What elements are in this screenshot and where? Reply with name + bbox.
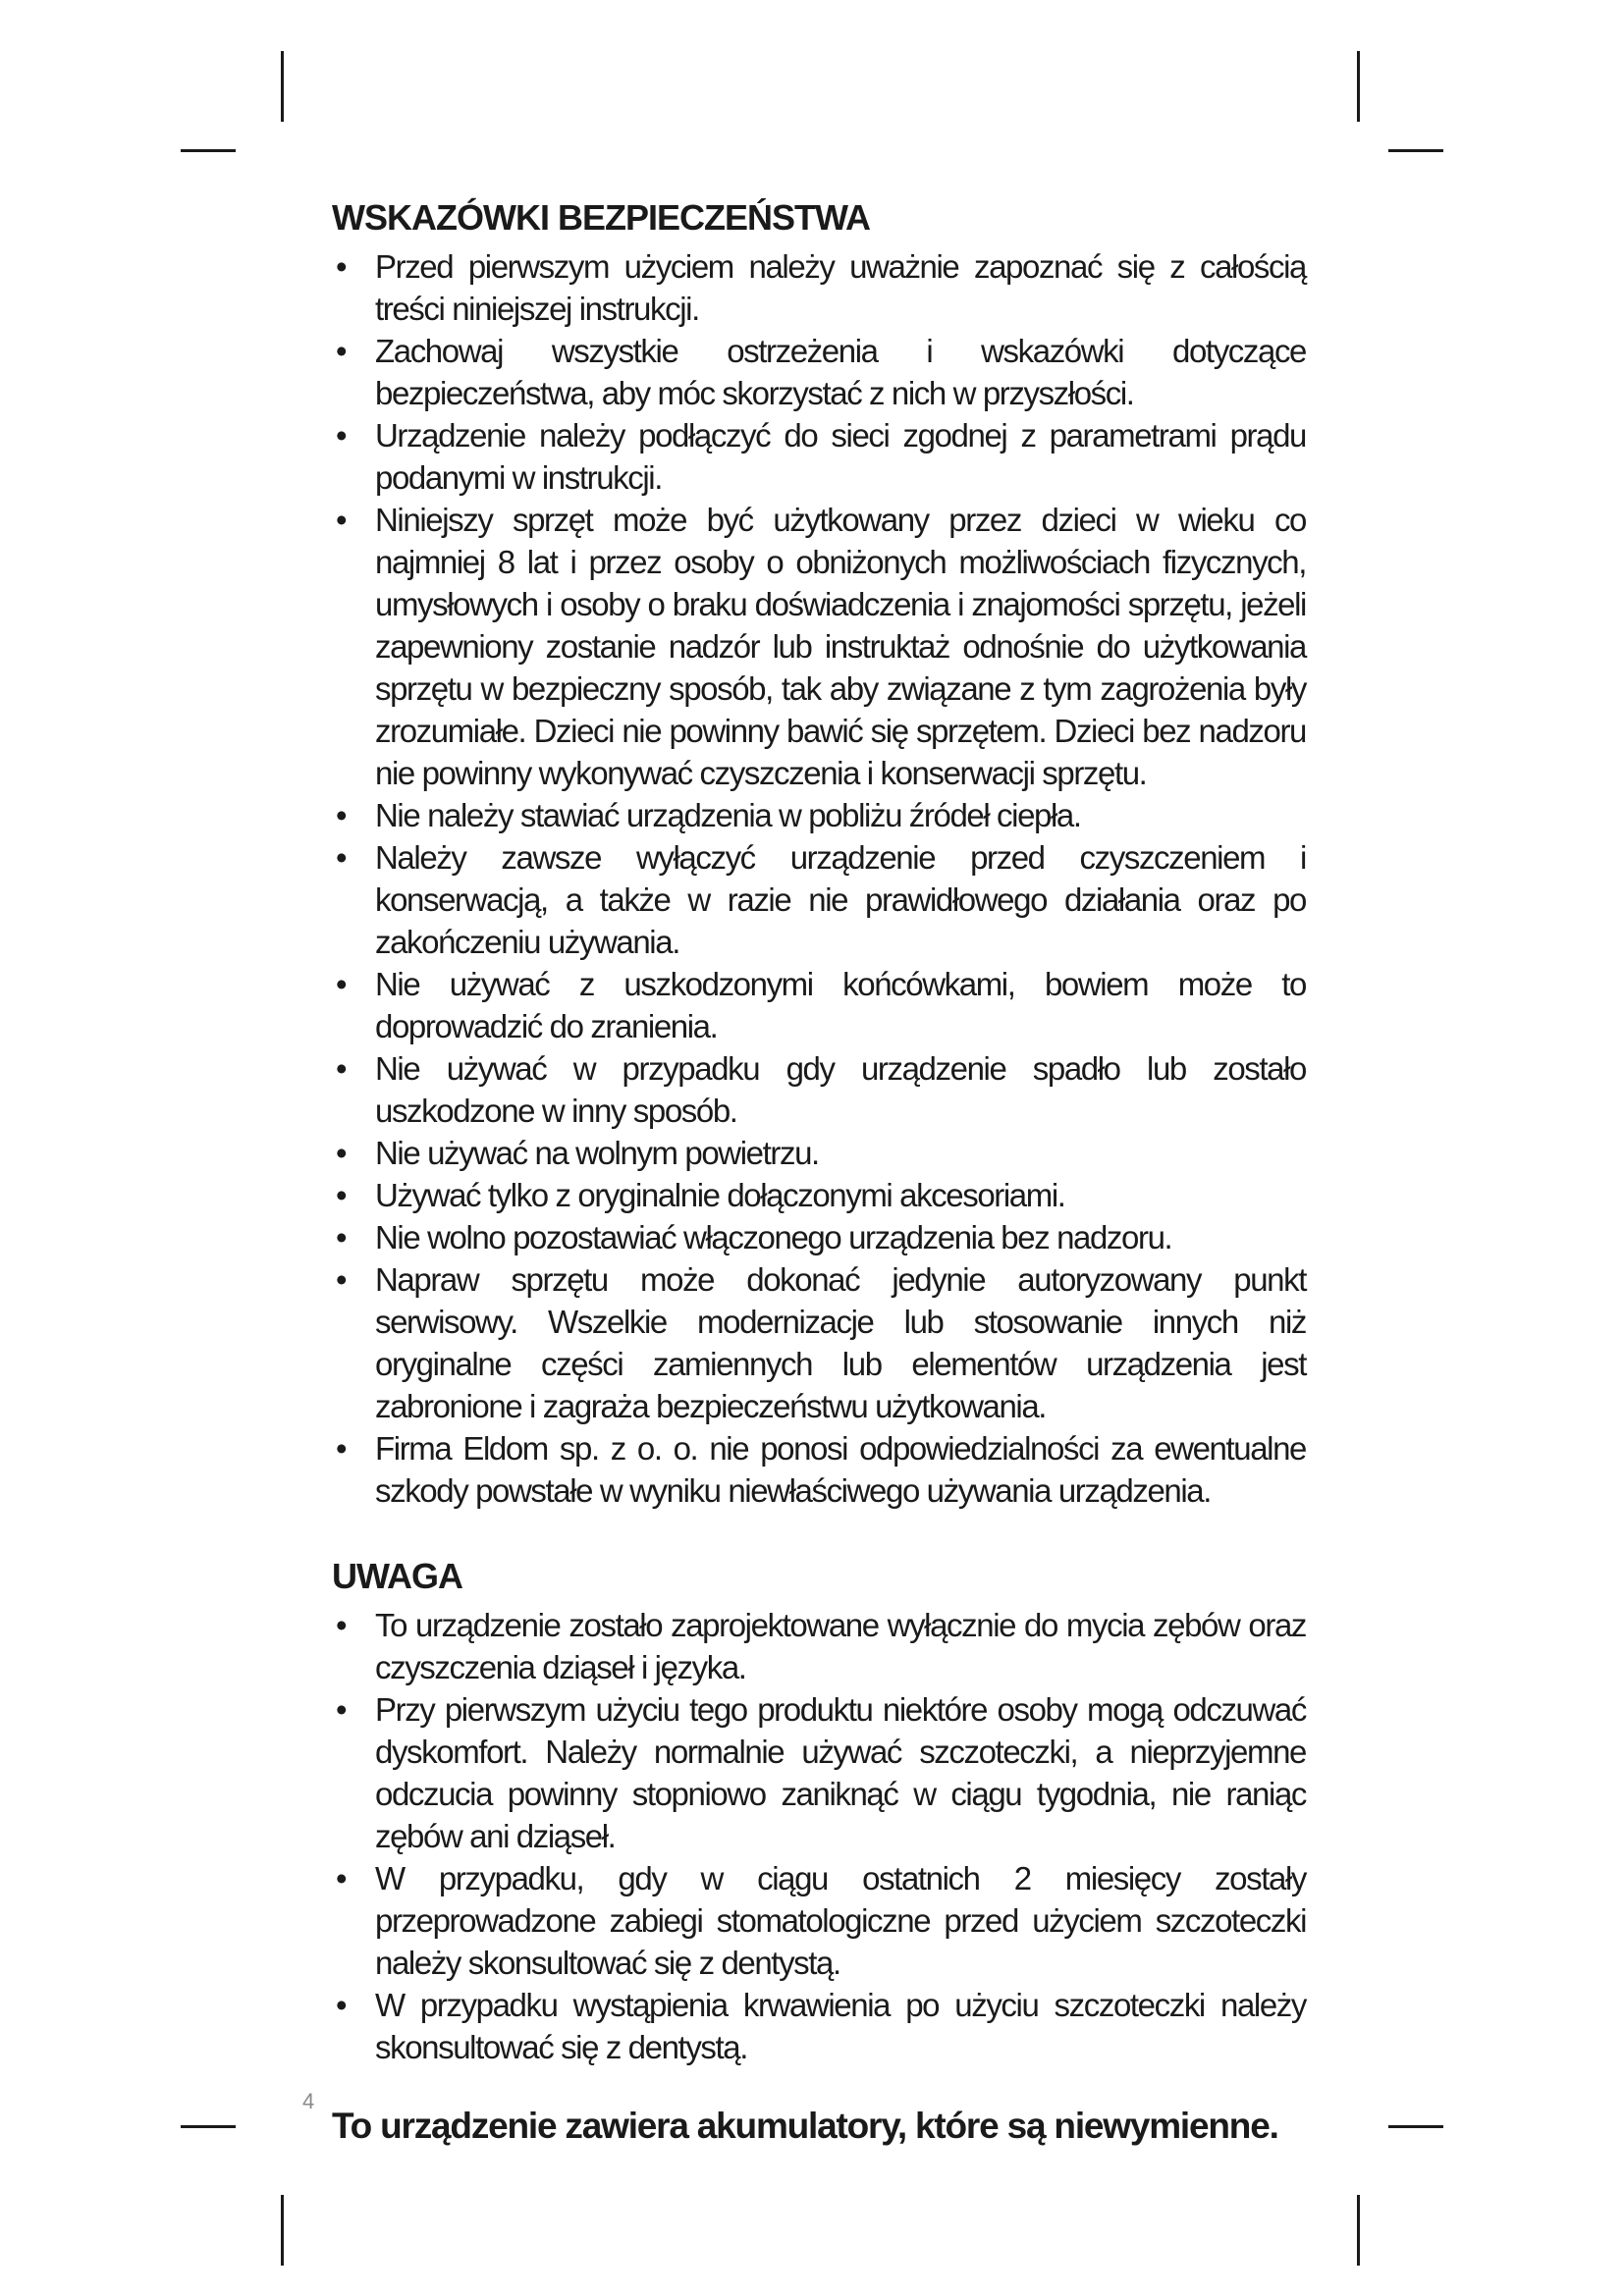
list-item: • Przed pierwszym użyciem należy uważnie zapoznać się z całością treści niniejszej instrukcji. xyxy=(332,245,1306,330)
crop-mark-bottom-left-vertical xyxy=(281,2195,284,2266)
list-item: • Zachowaj wszystkie ostrzeżenia i wskazówki dotyczące bezpieczeństwa, aby móc skorzystać z nich w przyszłości. xyxy=(332,330,1306,414)
crop-mark-top-left-horizontal xyxy=(181,149,236,152)
crop-mark-top-right-vertical xyxy=(1357,51,1360,122)
battery-note: To urządzenie zawiera akumulatory, które są niewymienne. xyxy=(332,2106,1278,2146)
list-item: • Niniejszy sprzęt może być użytkowany przez dzieci w wieku co najmniej 8 lat i przez osoby o obniżonych możliwościach fizycznych, umysłowych i osoby o braku doświadczenia i znajomości sprzętu, jeżeli zapewniony zostanie nadzór lub instruktaż odnośnie do użytkowania sprzętu w bezpieczny sposób, tak aby związane z tym zagrożenia były zrozumiałe. Dzieci nie powinny bawić się sprzętem. Dzieci bez nadzoru nie powinny wykonywać czyszczenia i konserwacji sprzętu. xyxy=(332,499,1306,794)
warning-list xyxy=(332,1604,1306,2068)
list-item: • Używać tylko z oryginalnie dołączonymi akcesoriami. xyxy=(332,1174,1306,1216)
warning-section xyxy=(332,1555,1306,2068)
crop-mark-top-right-horizontal xyxy=(1388,149,1443,152)
list-item: • Firma Eldom sp. z o. o. nie ponosi odpowiedzialności za ewentualne szkody powstałe w wyniku niewłaściwego używania urządzenia. xyxy=(332,1427,1306,1512)
list-item: • Nie używać w przypadku gdy urządzenie spadło lub zostało uszkodzone w inny sposób. xyxy=(332,1047,1306,1132)
list-item: • Napraw sprzętu może dokonać jedynie autoryzowany punkt serwisowy. Wszelkie modernizacje lub stosowanie innych niż oryginalne części zamiennych lub elementów urządzenia jest zabronione i zagraża bezpieczeństwu użytkowania. xyxy=(332,1258,1306,1427)
list-item: • Przy pierwszym użyciu tego produktu niektóre osoby mogą odczuwać dyskomfort. Należy normalnie używać szczoteczki, a nieprzyjemne odczucia powinny stopniowo zaniknąć w ciągu tygodnia, nie raniąc zębów ani dziąseł. xyxy=(332,1688,1306,1857)
crop-mark-bottom-left-horizontal xyxy=(181,2125,236,2128)
safety-list xyxy=(332,245,1306,1512)
crop-mark-top-left-vertical xyxy=(281,51,284,122)
list-item: • W przypadku, gdy w ciągu ostatnich 2 miesięcy zostały przeprowadzone zabiegi stomatologiczne przed użyciem szczoteczki należy skonsultować się z dentystą. xyxy=(332,1857,1306,1984)
warning-heading: UWAGA xyxy=(332,1556,462,1596)
list-item: • Nie należy stawiać urządzenia w pobliżu źródeł ciepła. xyxy=(332,794,1306,836)
crop-mark-bottom-right-horizontal xyxy=(1388,2125,1443,2128)
list-item: • Nie używać na wolnym powietrzu. xyxy=(332,1132,1306,1174)
crop-mark-bottom-right-vertical xyxy=(1357,2195,1360,2266)
safety-section xyxy=(332,196,1306,1512)
page-number: 4 xyxy=(302,2089,315,2113)
list-item: • Nie używać z uszkodzonymi końcówkami, bowiem może to doprowadzić do zranienia. xyxy=(332,963,1306,1047)
list-item: • Nie wolno pozostawiać włączonego urządzenia bez nadzoru. xyxy=(332,1216,1306,1258)
document-content xyxy=(332,196,1306,2149)
list-item: • To urządzenie zostało zaprojektowane wyłącznie do mycia zębów oraz czyszczenia dziąseł i języka. xyxy=(332,1604,1306,1688)
list-item: • W przypadku wystąpienia krwawienia po użyciu szczoteczki należy skonsultować się z dentystą. xyxy=(332,1984,1306,2068)
section-spacer xyxy=(332,1512,1306,1555)
list-item: • Należy zawsze wyłączyć urządzenie przed czyszczeniem i konserwacją, a także w razie nie prawidłowego działania oraz po zakończeniu używania. xyxy=(332,836,1306,963)
list-item: • Urządzenie należy podłączyć do sieci zgodnej z parametrami prądu podanymi w instrukcji. xyxy=(332,414,1306,499)
safety-heading: WSKAZÓWKI BEZPIECZEŃSTWA xyxy=(332,197,870,238)
